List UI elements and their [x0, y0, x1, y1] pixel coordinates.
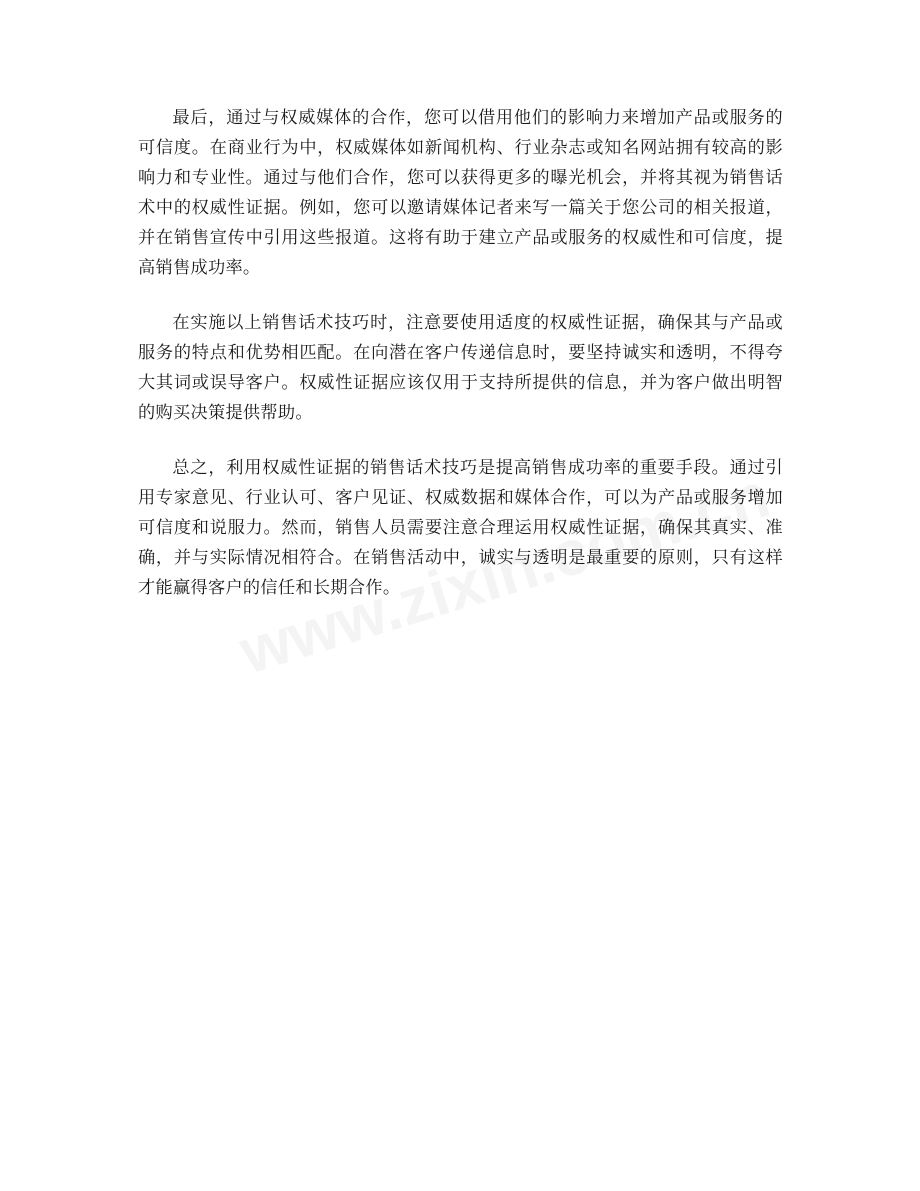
paragraph-conclusion: 总之，利用权威性证据的销售话术技巧是提高销售成功率的重要手段。通过引用专家意见、行业认可、客户见证、权威数据和媒体合作，可以为产品或服务增加可信度和说服力。然而，销售人员需要注意合理运用权威性证据，确保其真实、准确，并与实际情况相符合。在销售活动中，诚实与透明是最重要的原则，只有这样才能赢得客户的信任和长期合作。 — [138, 458, 783, 598]
document-body — [138, 103, 783, 628]
paragraph-media-cooperation: 最后，通过与权威媒体的合作，您可以借用他们的影响力来增加产品或服务的可信度。在商业行为中，权威媒体如新闻机构、行业杂志或知名网站拥有较高的影响力和专业性。通过与他们合作，您可以获得更多的曝光机会，并将其视为销售话术中的权威性证据。例如，您可以邀请媒体记者来写一篇关于您公司的相关报道，并在销售宣传中引用这些报道。这将有助于建立产品或服务的权威性和可信度，提高销售成功率。 — [138, 108, 783, 278]
paragraph-implementation-notes: 在实施以上销售话术技巧时，注意要使用适度的权威性证据，确保其与产品或服务的特点和优势相匹配。在向潜在客户传递信息时，要坚持诚实和透明，不得夸大其词或误导客户。权威性证据应该仅用于支持所提供的信息，并为客户做出明智的购买决策提供帮助。 — [138, 313, 783, 423]
